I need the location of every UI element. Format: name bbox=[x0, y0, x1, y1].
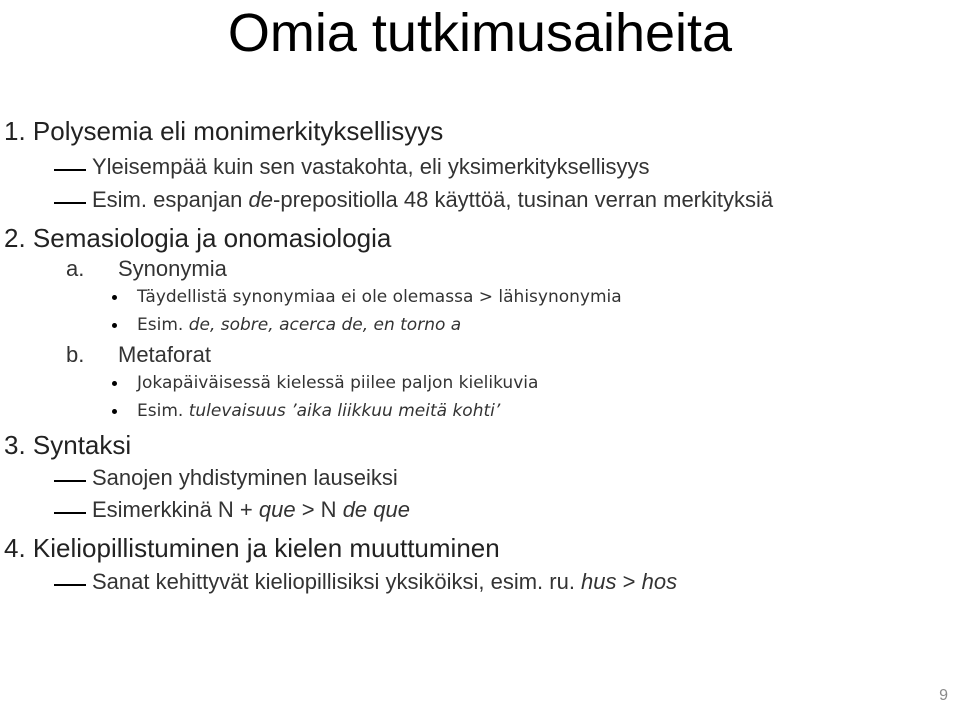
bullet-marker bbox=[112, 381, 117, 386]
section-2-b-bullet-1: Jokapäiväisessä kielessä piilee paljon kielikuvia bbox=[137, 373, 539, 393]
section-1-sub-2: Esim. espanjan de-prepositiolla 48 käyttöä, tusinan verran merkityksiä bbox=[92, 187, 774, 212]
bullet-marker bbox=[112, 409, 117, 414]
section-3-sub-1: Sanojen yhdistyminen lauseiksi bbox=[92, 465, 398, 490]
section-4-sub-1: Sanat kehittyvät kieliopillisiksi yksiköiksi, esim. ru. hus > hos bbox=[92, 569, 678, 594]
dash-marker bbox=[54, 584, 86, 586]
slide-title: Omia tutkimusaiheita bbox=[227, 3, 733, 63]
section-2-a-bullet-2: Esim. de, sobre, acerca de, en torno a bbox=[137, 315, 462, 335]
dash-marker bbox=[54, 169, 86, 171]
section-3-heading: 3. Syntaksi bbox=[4, 430, 132, 460]
dash-marker bbox=[54, 512, 86, 514]
page-number: 9 bbox=[939, 687, 948, 704]
section-1-sub-1: Yleisempää kuin sen vastakohta, eli yksimerkityksellisyys bbox=[92, 154, 650, 179]
section-2-a-bullet-1: Täydellistä synonymiaa ei ole olemassa > lähisynonymia bbox=[137, 287, 622, 307]
section-4-heading: 4. Kieliopillistuminen ja kielen muuttuminen bbox=[4, 533, 500, 563]
dash-marker bbox=[54, 202, 86, 204]
dash-marker bbox=[54, 480, 86, 482]
bullet-marker bbox=[112, 323, 117, 328]
bullet-marker bbox=[112, 295, 117, 300]
section-2-heading: 2. Semasiologia ja onomasiologia bbox=[4, 223, 392, 253]
section-3-sub-2: Esimerkkinä N + que > N de que bbox=[92, 497, 410, 522]
section-2-b-bullet-2: Esim. tulevaisuus ’aika liikkuu meitä kohti’ bbox=[137, 401, 501, 421]
section-1-heading: 1. Polysemia eli monimerkityksellisyys bbox=[4, 116, 444, 146]
